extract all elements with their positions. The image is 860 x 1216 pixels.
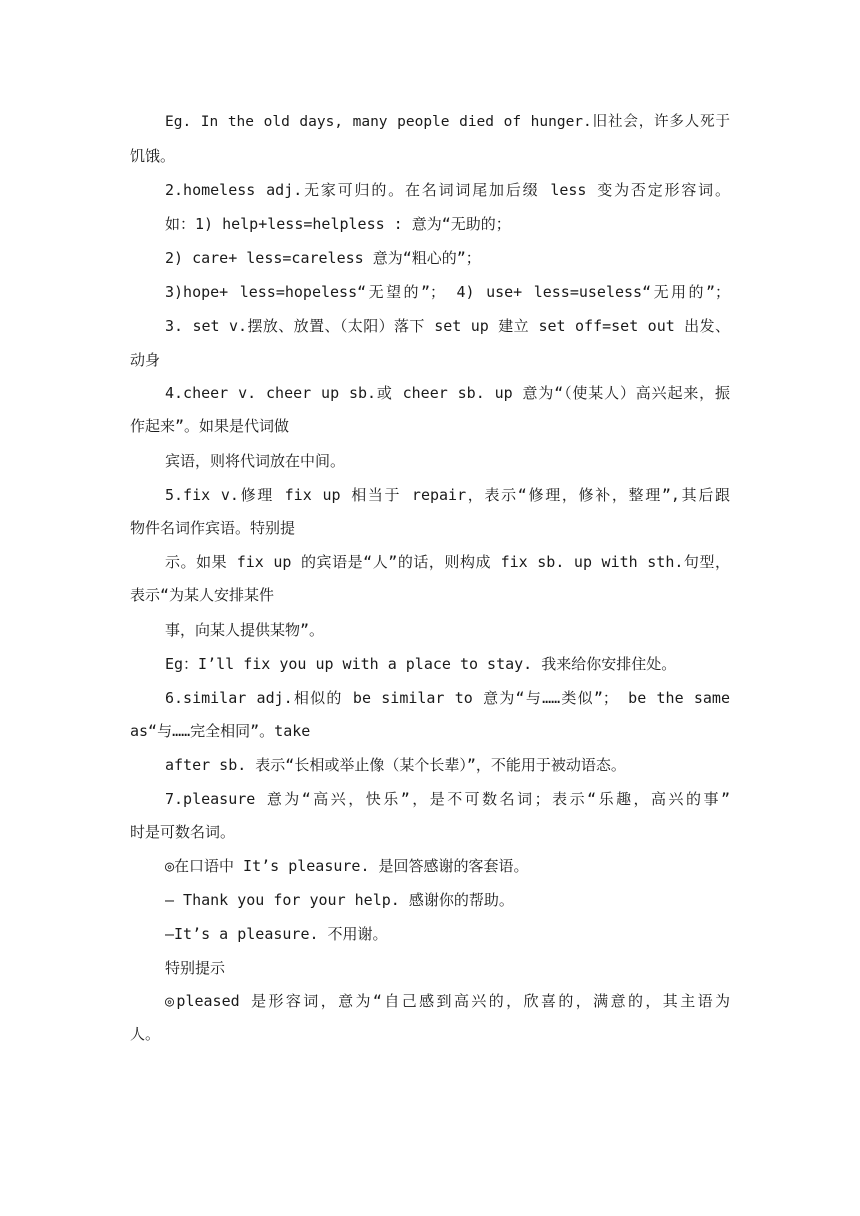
- text-line: ◎pleased 是形容词，意为“自己感到高兴的，欣喜的，满意的，其主语为: [165, 992, 730, 1010]
- text-line: as“与……完全相同”。take: [130, 722, 311, 740]
- text-line: 2.homeless adj.无家可归的。在名词词尾加后缀 less 变为否定形容词。: [165, 181, 730, 199]
- text-line: 时是可数名词。: [130, 823, 236, 841]
- text-line: —It’s a pleasure. 不用谢。: [165, 925, 388, 943]
- text-line: 事，向某人提供某物”。: [165, 621, 325, 639]
- text-line: 3)hope+ less=hopeless“无望的”； 4) use+ less=useless“无用的”；: [165, 283, 730, 301]
- text-line: 宾语，则将代词放在中间。: [165, 452, 346, 470]
- text-line: 物件名词作宾语。特别提: [130, 519, 296, 537]
- text-line: Eg：I’ll fix you up with a place to stay. 我来给你安排住处。: [165, 655, 677, 673]
- text-line: 5.fix v.修理 fix up 相当于 repair，表示“修理，修补，整理”,其后跟: [165, 486, 730, 504]
- text-line: Eg. In the old days, many people died of hunger.旧社会，许多人死于: [165, 114, 730, 130]
- text-line: 2) care+ less=careless 意为“粗心的”；: [165, 249, 481, 267]
- text-line: 人。: [130, 1025, 161, 1043]
- text-line: after sb. 表示“长相或举止像（某个长辈）”，不能用于被动语态。: [165, 756, 626, 774]
- text-line: 如：1) help+less=helpless : 意为“无助的；: [165, 215, 511, 233]
- text-line: 6.similar adj.相似的 be similar to 意为“与……类似”； be the same: [165, 689, 730, 707]
- text-line: 示。如果 fix up 的宾语是“人”的话，则构成 fix sb. up with sth.句型，: [165, 553, 730, 571]
- text-line: 表示“为某人安排某件: [130, 586, 275, 604]
- text-line: 作起来”。如果是代词做: [130, 417, 290, 435]
- text-line: 饥饿。: [130, 147, 176, 165]
- text-line: ◎在口语中 It’s pleasure. 是回答感谢的客套语。: [165, 857, 529, 875]
- text-line: 7.pleasure 意为“高兴，快乐”，是不可数名词；表示“乐趣，高兴的事”: [165, 790, 730, 808]
- text-line: 动身: [130, 351, 161, 369]
- text-line: 3. set v.摆放、放置、（太阳）落下 set up 建立 set off=set out 出发、: [165, 317, 730, 335]
- text-line: — Thank you for your help. 感谢你的帮助。: [165, 891, 514, 909]
- text-line: 4.cheer v. cheer up sb.或 cheer sb. up 意为“（使某人）高兴起来，振: [165, 384, 730, 402]
- text-line: 特别提示: [165, 959, 226, 977]
